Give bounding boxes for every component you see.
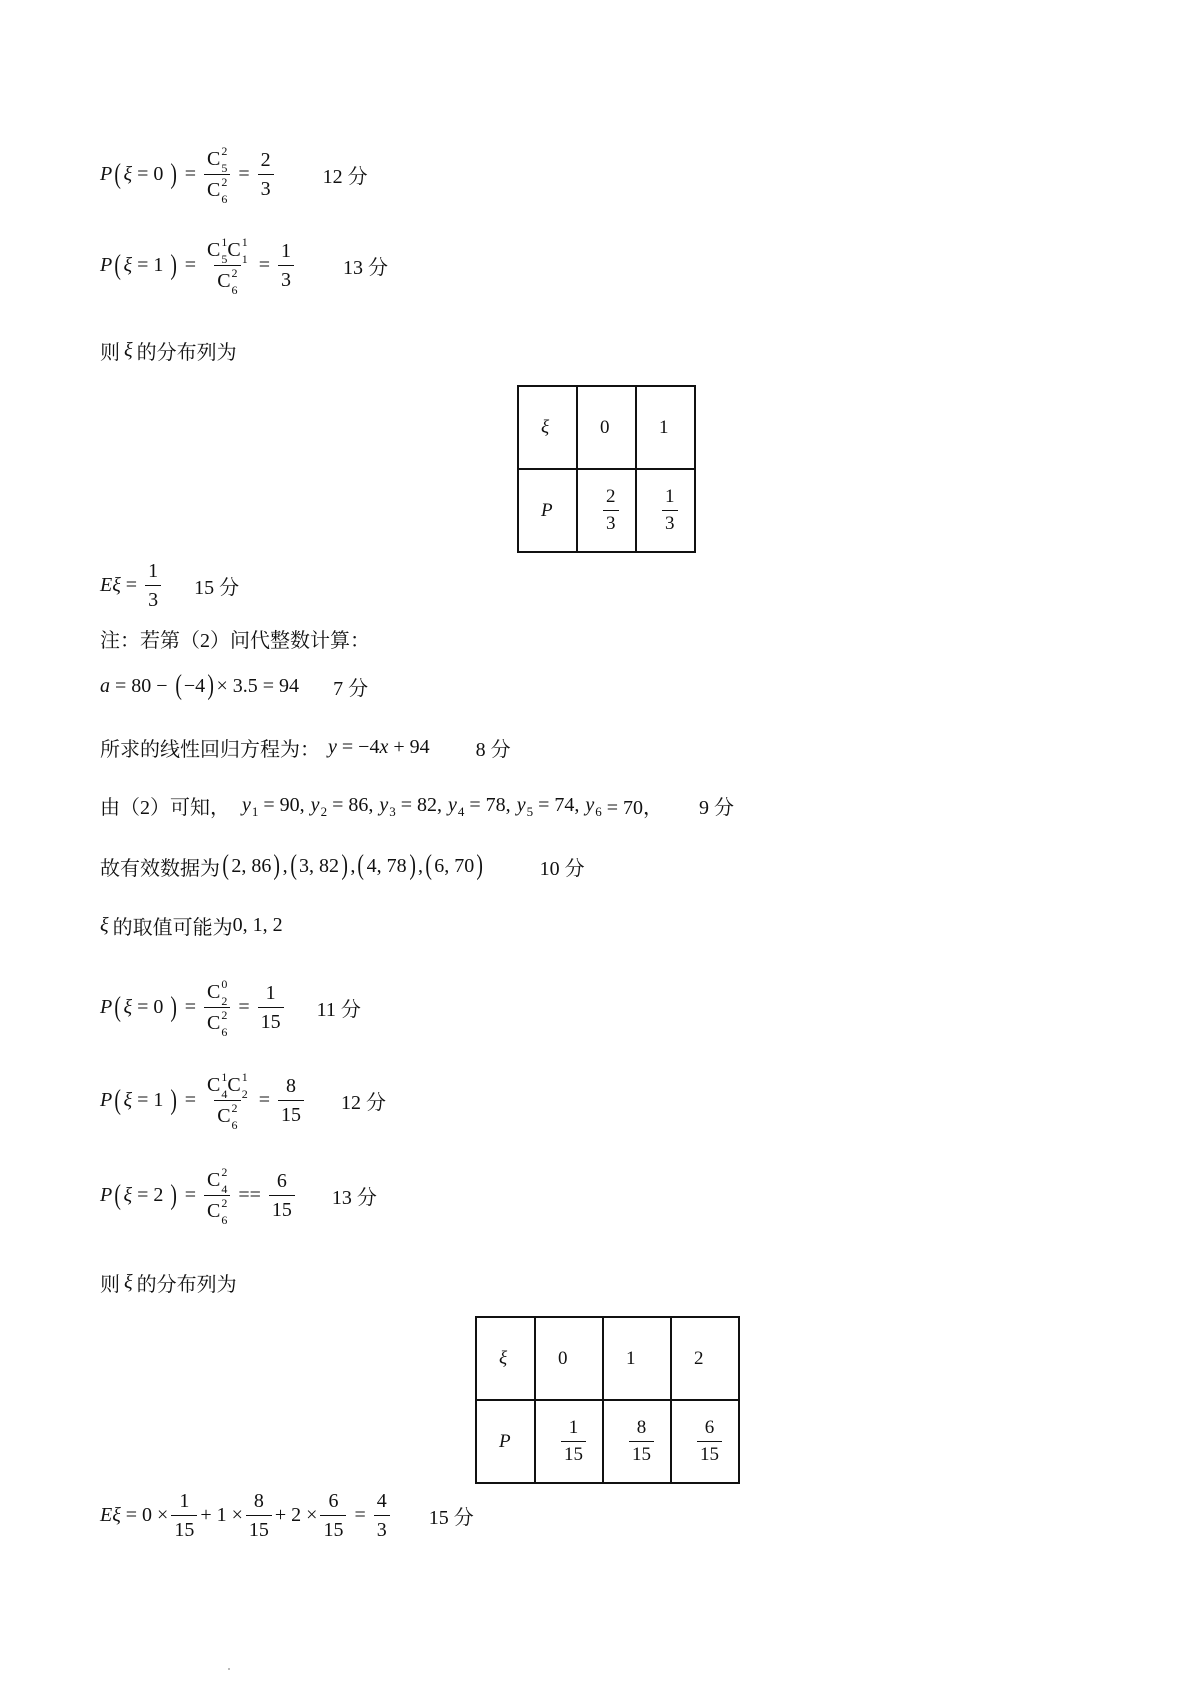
table-cell: $\frac{1}{15}$ xyxy=(535,1400,603,1483)
table-cell: ξ xyxy=(476,1317,535,1400)
combination-fraction: C 2 5 C 2 6 xyxy=(204,147,230,202)
distribution-heading-2: 则 ξ 的分布列为 xyxy=(100,1271,237,1296)
table-cell: $\frac{2}{3}$ xyxy=(577,469,636,552)
score-label: 10 分 xyxy=(539,857,585,880)
formula-p-xi-2: P ( ξ = 2 ) = C 2 4 C 2 6 == $\frac{6}{15}$ 13 分 xyxy=(100,1165,377,1227)
y-values: 由（2）可知， y 1 = 90, y 2 = 86, y 3 = 82, y 4 = 78, y 5 = 74, y 6 = 70， 9 分 xyxy=(100,791,734,820)
combination-fraction: C 1 5 C 1 1 C 2 6 xyxy=(207,235,248,297)
score-label: 13 分 xyxy=(342,257,388,279)
score-label: 13 分 xyxy=(331,1187,377,1209)
score-label: 12 分 xyxy=(340,1092,386,1114)
table-cell: $\frac{1}{3}$ xyxy=(636,469,695,552)
score-label: 15 分 xyxy=(428,1507,474,1529)
table-cell: 1 xyxy=(603,1317,671,1400)
result-fraction: $\frac{1}{3}$ xyxy=(278,240,294,291)
table-cell: 1 xyxy=(636,386,695,469)
note-text: 注：若第（2）问代整数计算： xyxy=(100,630,370,652)
score-label: 8 分 xyxy=(475,739,511,761)
table-cell: $\frac{6}{15}$ xyxy=(671,1400,739,1483)
score-label: 9 分 xyxy=(699,797,735,819)
score-label: 7 分 xyxy=(333,677,369,700)
expectation-2: Eξ = 0 × $\frac{1}{15}$ + 1 × $\frac{8}{15}$ + 2 × $\frac{6}{15}$ = $\frac{4}{3}$ 15 分 xyxy=(100,1490,474,1541)
score-label: 11 分 xyxy=(316,999,361,1021)
result-fraction: $\frac{2}{3}$ xyxy=(258,149,274,200)
valid-data: 故有效数据为 ( 2, 86 ) , ( 3, 82 ) , ( 4, 78 ) , ( 6, 70 ) 10 分 xyxy=(100,850,585,881)
table-cell: P xyxy=(518,469,577,552)
table-cell: $\frac{8}{15}$ xyxy=(603,1400,671,1483)
formula-p-xi-1-second: P ( ξ = 1 ) = C 1 4 C 1 2 C 2 6 = $\frac{8}{15}$ 12 分 xyxy=(100,1070,386,1132)
table-cell: 0 xyxy=(577,386,636,469)
formula-p-xi-0-second: P ( ξ = 0 ) = C 0 2 C 2 6 = $\frac{1}{15}$ 11 分 xyxy=(100,977,361,1039)
formula-p-xi-1-first: P ( ξ = 1 ) = C 1 5 C 1 1 C 2 6 = $\frac{1}{3}$ 13 分 xyxy=(100,235,388,297)
table-cell: ξ xyxy=(518,386,577,469)
score-label: 15 分 xyxy=(194,577,240,599)
distribution-table-2 xyxy=(475,1316,740,1484)
table-cell: 0 xyxy=(535,1317,603,1400)
formula-a: a = 80 − ( −4 ) × 3.5 = 94 7 分 xyxy=(100,670,369,701)
formula-p-xi-0-first: P ( ξ = 0 ) = C 2 5 C 2 6 = $\frac{2}{3}$ 12 分 xyxy=(100,144,368,206)
xi-values: ξ 的取值可能为 0, 1, 2 xyxy=(100,914,283,939)
page-speck xyxy=(228,1668,230,1670)
table-cell: P xyxy=(476,1400,535,1483)
table-cell: 2 xyxy=(671,1317,739,1400)
expectation-1: Eξ = $\frac{1}{3}$ 15 分 xyxy=(100,560,240,611)
distribution-table-1 xyxy=(517,385,696,553)
distribution-heading-1: 则 ξ 的分布列为 xyxy=(100,339,237,364)
score-label: 12 分 xyxy=(322,166,368,188)
regression-equation: 所求的线性回归方程为： y = −4 x + 94 8 分 xyxy=(100,733,511,762)
